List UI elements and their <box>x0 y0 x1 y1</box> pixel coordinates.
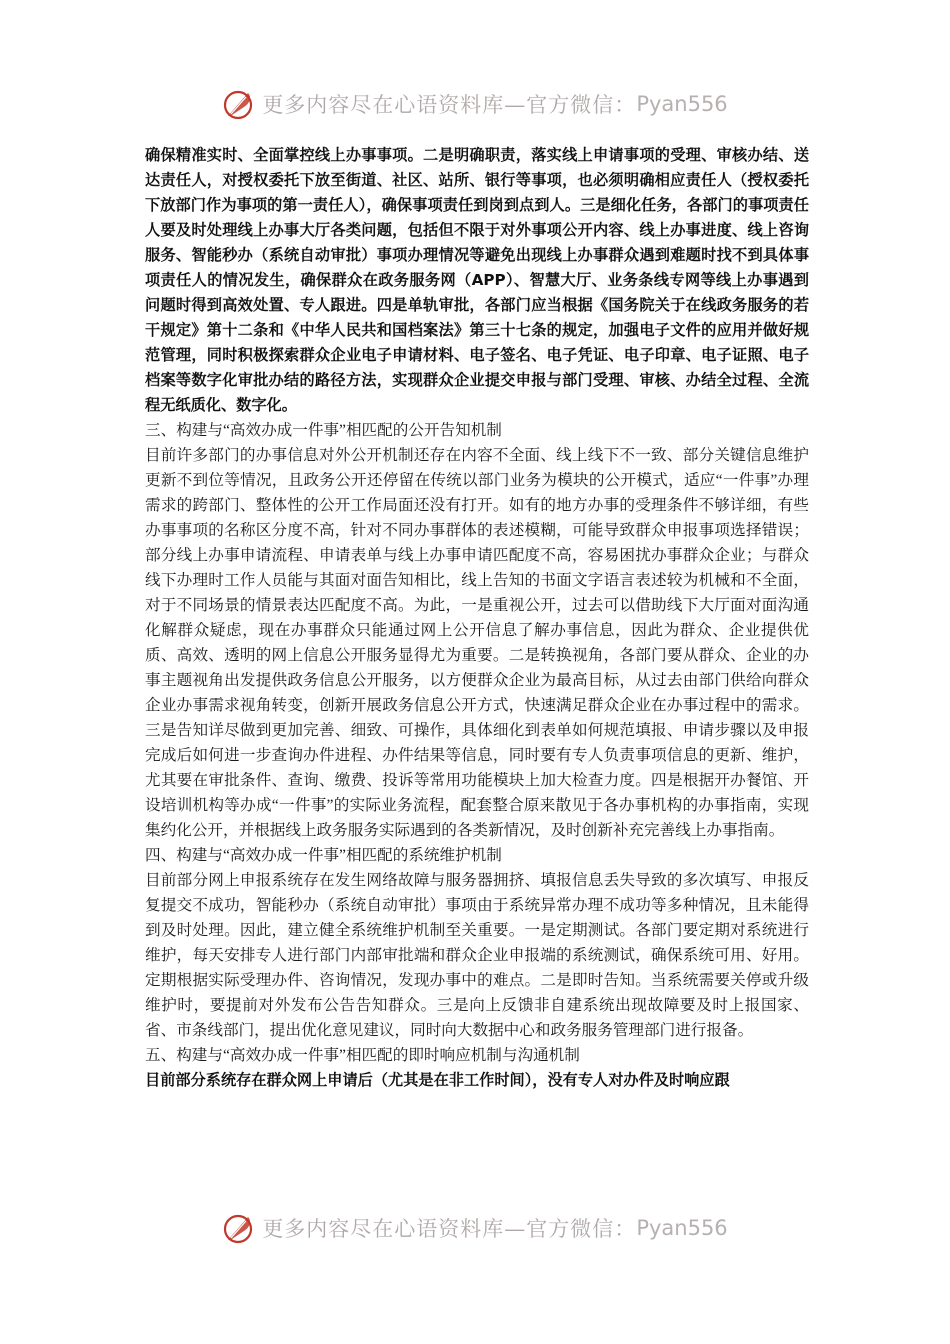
watermark-text: 更多内容尽在心语资料库—官方微信： <box>262 93 637 117</box>
paragraph-response: 目前部分系统存在群众网上申请后（尤其是在非工作时间），没有专人对办件及时响应跟 <box>145 1071 730 1089</box>
wechat-id: Pyan556 <box>636 1216 728 1240</box>
section-heading-5: 五、构建与“高效办成一件事”相匹配的即时响应机制与沟通机制 <box>145 1047 580 1064</box>
header-watermark <box>0 82 950 126</box>
body-text <box>145 143 809 1093</box>
watermark-text: 更多内容尽在心语资料库—官方微信： <box>262 1217 637 1241</box>
section-heading-3: 三、构建与“高效办成一件事”相匹配的公开告知机制 <box>145 422 502 439</box>
footer-watermark <box>0 1206 950 1250</box>
feather-pen-logo-icon <box>222 87 256 121</box>
paragraph-maintenance: 目前部分网上申报系统存在发生网络故障与服务器拥挤、填报信息丢失导致的多次填写、申报反复提交不成功，智能秒办（系统自动审批）事项由于系统异常办理不成功等多种情况，且未能得到及时处理。因此，建立健全系统维护机制至关重要。一是定期测试。各部门要定期对系统进行维护，每天安排专人进行部门内部审批端和群众企业申报端的系统测试，确保系统可用、好用。定期根据实际受理办件、咨询情况，发现办事中的难点。二是即时告知。当系统需要关停或升级维护时，要提前对外发布公告告知群众。三是向上反馈非自建系统出现故障要及时上报国家、省、市条线部门，提出优化意见建议，同时向大数据中心和政务服务管理部门进行报备。 <box>145 872 809 1039</box>
paragraph-responsibility: 确保精准实时、全面掌控线上办事事项。二是明确职责，落实线上申请事项的受理、审核办结、送达责任人，对授权委托下放至街道、社区、站所、银行等事项，也必须明确相应责任人（授权委托下放部门作为事项的第一责任人），确保事项责任到岗到点到人。三是细化任务，各部门的事项责任人要及时处理线上办事大厅各类问题，包括但不限于对外事项公开内容、线上办事进度、线上咨询服务、智能秒办（系统自动审批）事项办理情况等避免出现线上办事群众遇到难题时找不到具体事项责任人的情况发生，确保群众在政务服务网（APP）、智慧大厅、业务条线专网等线上办事遇到问题时得到高效处置、专人跟进。四是单轨审批，各部门应当根据《国务院关于在线政务服务的若干规定》第十二条和《中华人民共和国档案法》第三十七条的规定，加强电子文件的应用并做好规范管理，同时积极探索群众企业电子申请材料、电子签名、电子凭证、电子印章、电子证照、电子档案等数字化审批办结的路径方法，实现群众企业提交申报与部门受理、审核、办结全过程、全流程无纸质化、数字化。 <box>145 146 809 414</box>
wechat-id: Pyan556 <box>636 92 728 116</box>
paragraph-disclosure: 目前许多部门的办事信息对外公开机制还存在内容不全面、线上线下不一致、部分关键信息维护更新不到位等情况，且政务公开还停留在传统以部门业务为模块的公开模式，适应“一件事”办理需求的跨部门、整体性的公开工作局面还没有打开。如有的地方办事的受理条件不够详细，有些办事事项的名称区分度不高，针对不同办事群体的表述模糊，可能导致群众申报事项选择错误；部分线上办事申请流程、申请表单与线上办事申请匹配度不高，容易困扰办事群众企业；与群众线下办理时工作人员能与其面对面告知相比，线上告知的书面文字语言表述较为机械和不全面，对于不同场景的情景表达匹配度不高。为此，一是重视公开，过去可以借助线下大厅面对面沟通化解群众疑虑，现在办事群众只能通过网上公开信息了解办事信息，因此为群众、企业提供优质、高效、透明的网上信息公开服务显得尤为重要。二是转换视角，各部门要从群众、企业的办事主题视角出发提供政务信息公开服务，以方便群众企业为最高目标，从过去由部门供给向群众企业办事需求视角转变，创新开展政务信息公开方式，快速满足群众企业在办事过程中的需求。三是告知详尽做到更加完善、细致、可操作，具体细化到表单如何规范填报、申请步骤以及申报完成后如何进一步查询办件进程、办件结果等信息，同时要有专人负责事项信息的更新、维护，尤其要在审批条件、查询、缴费、投诉等常用功能模块上加大检查力度。四是根据开办餐馆、开设培训机构等办成“一件事”的实际业务流程，配套整合原来散见于各办事机构的办事指南，实现集约化公开，并根据线上政务服务实际遇到的各类新情况，及时创新补充完善线上办事指南。 <box>145 447 809 839</box>
section-heading-4: 四、构建与“高效办成一件事”相匹配的系统维护机制 <box>145 847 502 864</box>
feather-pen-logo-icon <box>222 1211 256 1245</box>
